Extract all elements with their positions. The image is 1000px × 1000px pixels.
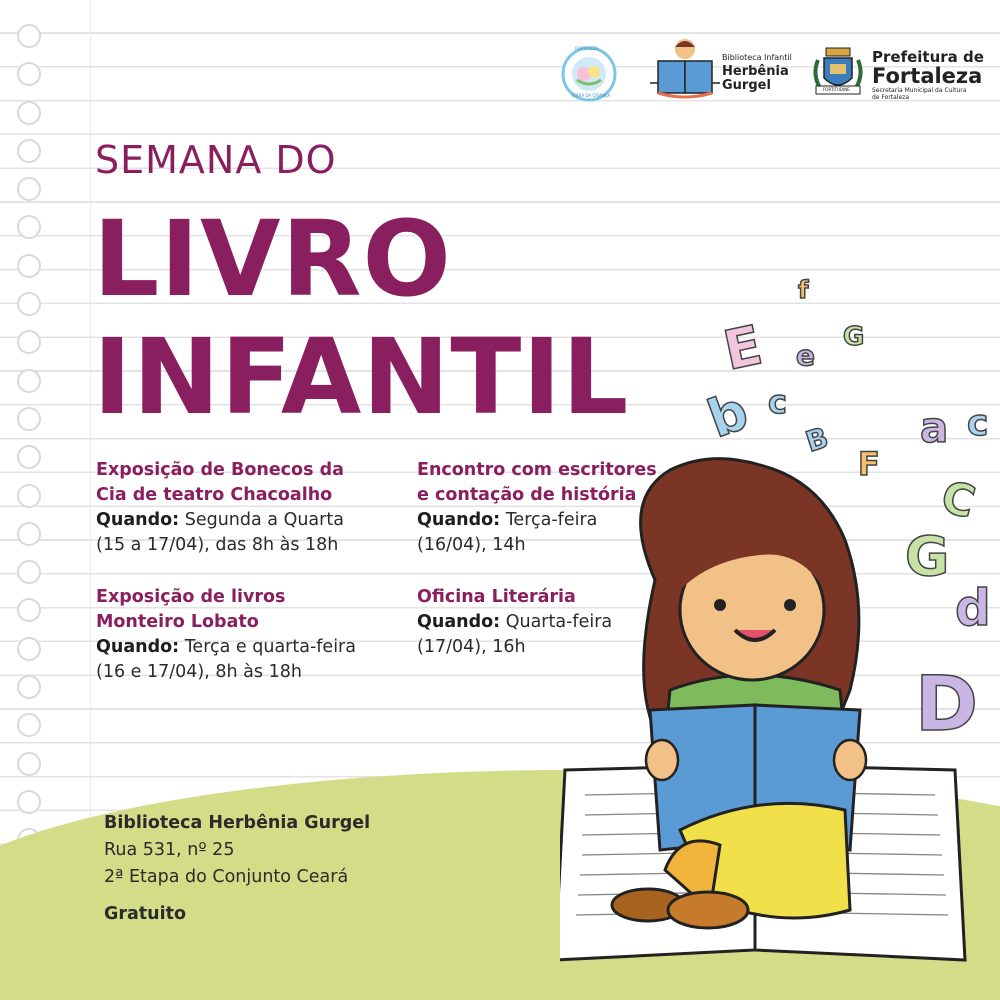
notebook-rings — [17, 24, 41, 867]
event-title-line: Monteiro Lobato — [96, 612, 259, 632]
flying-letter: F — [858, 445, 880, 483]
venue-name: Biblioteca Herbênia Gurgel — [104, 813, 371, 833]
event-puppet-exhibition — [96, 458, 406, 558]
flying-letter: E — [718, 313, 768, 383]
city-crest-icon — [808, 42, 868, 102]
flying-letter: c — [768, 383, 787, 421]
seal-bottom-text: TERRA DA CRIANÇA — [571, 93, 611, 98]
ring-hole — [17, 522, 41, 546]
ring-hole — [17, 445, 41, 469]
event-title-line: Exposição de Bonecos da — [96, 460, 344, 480]
crest-ribbon-text: FORTITUDINE — [823, 87, 850, 92]
ring-hole — [17, 254, 41, 278]
flying-letter: f — [798, 276, 809, 304]
title-line-1: SEMANA DO — [95, 138, 337, 182]
price-label: Gratuito — [104, 904, 187, 924]
flying-letter: D — [915, 659, 979, 748]
when-value: Terça e quarta-feira — [179, 637, 356, 657]
ring-hole — [17, 407, 41, 431]
ring-hole — [17, 101, 41, 125]
venue-street: Rua 531, nº 25 — [104, 840, 235, 860]
ring-hole — [17, 598, 41, 622]
ring-hole — [17, 790, 41, 814]
venue-address — [104, 810, 370, 928]
flying-letter: b — [700, 381, 756, 451]
venue-district: 2ª Etapa do Conjunto Ceará — [104, 867, 349, 887]
event-title-line: Exposição de livros — [96, 587, 286, 607]
flying-letter: a — [920, 403, 949, 452]
when-label: Quando: — [417, 612, 501, 632]
when-value: Terça-feira — [500, 510, 598, 530]
event-when-detail: (16/04), 14h — [417, 535, 526, 555]
event-title-line: Oficina Literária — [417, 587, 576, 607]
title-line-2: LIVRO — [93, 198, 452, 320]
event-when-detail: (15 a 17/04), das 8h às 18h — [96, 535, 339, 555]
city-hall-logo — [808, 42, 998, 104]
title-line-3: INFANTIL — [93, 316, 630, 438]
event-when — [96, 635, 406, 660]
ring-hole — [17, 24, 41, 48]
city-logo-line3: Secretaria Municipal da Cultura — [872, 87, 967, 94]
library-logo — [650, 35, 800, 105]
library-logo-line2: Herbênia — [722, 64, 789, 79]
when-value: Quarta-feira — [500, 612, 613, 632]
city-logo-line2: Fortaleza — [872, 64, 983, 88]
ring-hole — [17, 215, 41, 239]
city-logo-line1: Prefeitura de — [872, 48, 984, 66]
when-label: Quando: — [417, 510, 501, 530]
library-mascot-icon — [650, 35, 720, 105]
ring-hole — [17, 62, 41, 86]
event-when-detail: (17/04), 16h — [417, 637, 526, 657]
flying-letter: G — [905, 525, 950, 588]
event-when — [96, 508, 406, 533]
ring-hole — [17, 713, 41, 737]
library-logo-line1: Biblioteca Infantil — [722, 53, 792, 62]
seal-logo — [561, 46, 617, 102]
ring-hole — [17, 484, 41, 508]
city-logo-line4: de Fortaleza — [872, 94, 909, 101]
event-when-detail: (16 e 17/04), 8h às 18h — [96, 662, 302, 682]
when-value: Segunda a Quarta — [179, 510, 344, 530]
girl-reading-illustration — [560, 270, 1000, 1000]
flying-letter: B — [801, 420, 833, 459]
ring-hole — [17, 139, 41, 163]
event-books-exhibition — [96, 585, 406, 685]
library-logo-line3: Gurgel — [722, 78, 771, 93]
ring-hole — [17, 752, 41, 776]
flying-letter: e — [796, 339, 815, 372]
seal-top-text: FORTALEZA — [575, 46, 599, 51]
ring-hole — [17, 330, 41, 354]
flying-letter: c — [967, 403, 989, 444]
ring-hole — [17, 292, 41, 316]
event-title-line: Encontro com escritores — [417, 460, 657, 480]
ring-hole — [17, 675, 41, 699]
when-label: Quando: — [96, 637, 180, 657]
flying-letter: C — [935, 471, 981, 529]
event-title-line: Cia de teatro Chacoalho — [96, 485, 333, 505]
ring-hole — [17, 177, 41, 201]
ring-hole — [17, 369, 41, 393]
when-label: Quando: — [96, 510, 180, 530]
flying-letter: G — [843, 322, 865, 352]
ring-hole — [17, 560, 41, 584]
flying-letter: d — [955, 579, 991, 637]
ring-hole — [17, 637, 41, 661]
event-title-line: e contação de história — [417, 485, 637, 505]
